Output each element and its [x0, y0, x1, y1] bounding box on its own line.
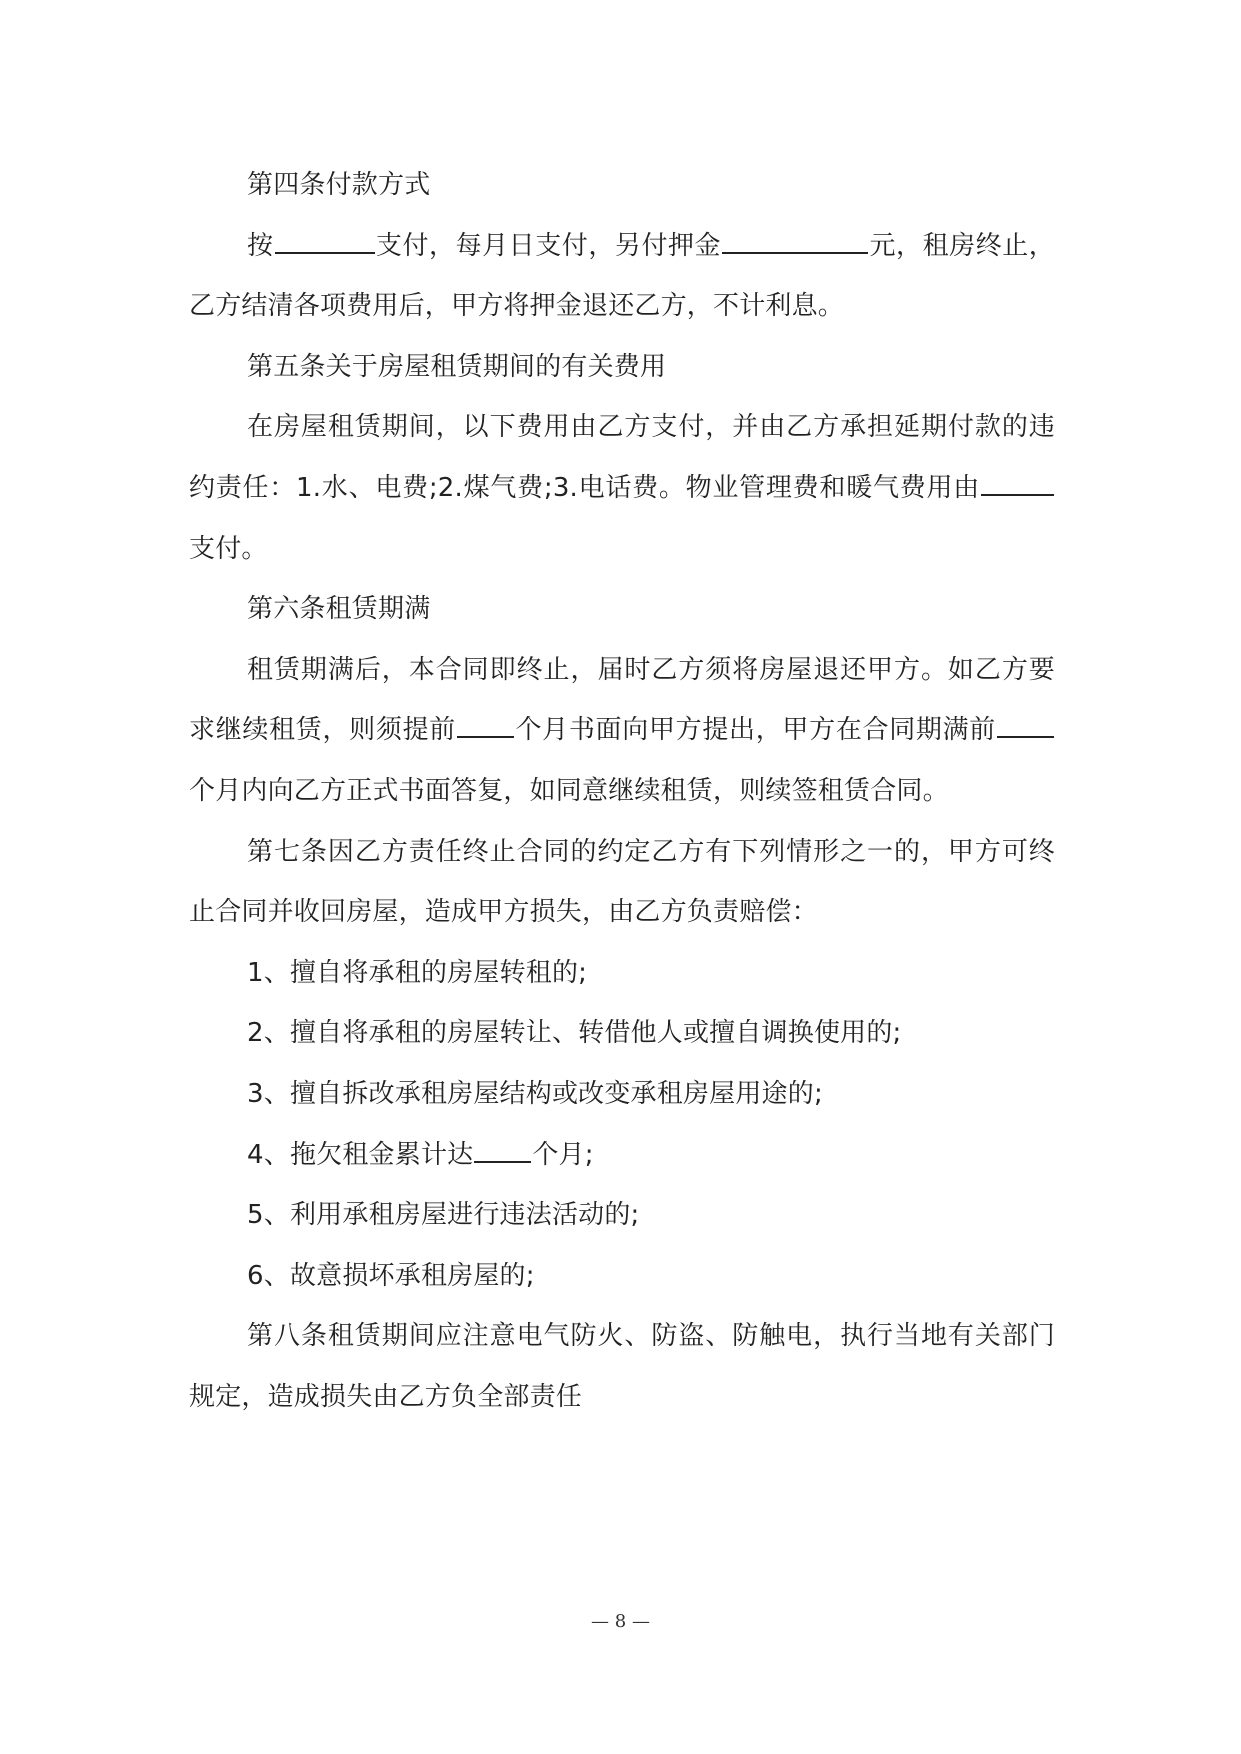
- list-item: 5、利用承租房屋进行违法活动的;: [247, 1200, 640, 1231]
- article-7-heading: 第七条因乙方责任终止合同的约定乙方有下列情形之一的，甲方可终止合同并收回房屋，造成甲方损失，由乙方负责赔偿：: [189, 836, 1055, 928]
- arrears-months-blank[interactable]: [474, 1139, 531, 1163]
- article-5-heading: 第五条关于房屋租赁期间的有关费用: [247, 351, 667, 382]
- reply-months-blank[interactable]: [997, 714, 1054, 738]
- page-number: — 8 —: [591, 1611, 650, 1632]
- list-item: 4、拖欠租金累计达 个月;: [247, 1139, 594, 1170]
- list-item: 3、擅自拆改承租房屋结构或改变承租房屋用途的;: [247, 1078, 823, 1109]
- list-item: 1、擅自将承租的房屋转租的;: [247, 957, 588, 988]
- article-5-fees-text: 在房屋租赁期间，以下费用由乙方支付，并由乙方承担延期付款的违约责任：1.水、电费;2.煤气费;3.电话费。物业管理费和暖气费用由支付。: [189, 412, 1055, 564]
- article-6-expiry-text: 租赁期满后，本合同即终止，届时乙方须将房屋退还甲方。如乙方要求继续租赁，则须提前 个月书面向甲方提出，甲方在合同期满前个月内向乙方正式书面答复，如同意继续租赁，则续签租赁合同。: [189, 654, 1055, 806]
- article-4-payment-text: 按 支付，每月日支付，另付押金 元，租房终止，乙方结清各项费用后，甲方将押金退还乙方，不计利息。: [189, 230, 1056, 322]
- fee-payer-blank[interactable]: [981, 472, 1054, 496]
- document-body: [189, 155, 1055, 1427]
- deposit-amount-blank[interactable]: [722, 230, 868, 254]
- notice-months-blank[interactable]: [457, 714, 514, 738]
- list-item: 6、故意损坏承租房屋的;: [247, 1260, 535, 1291]
- payment-method-blank[interactable]: [275, 230, 375, 254]
- article-4-heading: 第四条付款方式: [247, 170, 431, 200]
- article-8-text: 第八条租赁期间应注意电气防火、防盗、防触电，执行当地有关部门规定，造成损失由乙方负全部责任: [189, 1321, 1055, 1412]
- list-item: 2、擅自将承租的房屋转让、转借他人或擅自调换使用的;: [247, 1018, 902, 1049]
- article-6-heading: 第六条租赁期满: [247, 594, 431, 625]
